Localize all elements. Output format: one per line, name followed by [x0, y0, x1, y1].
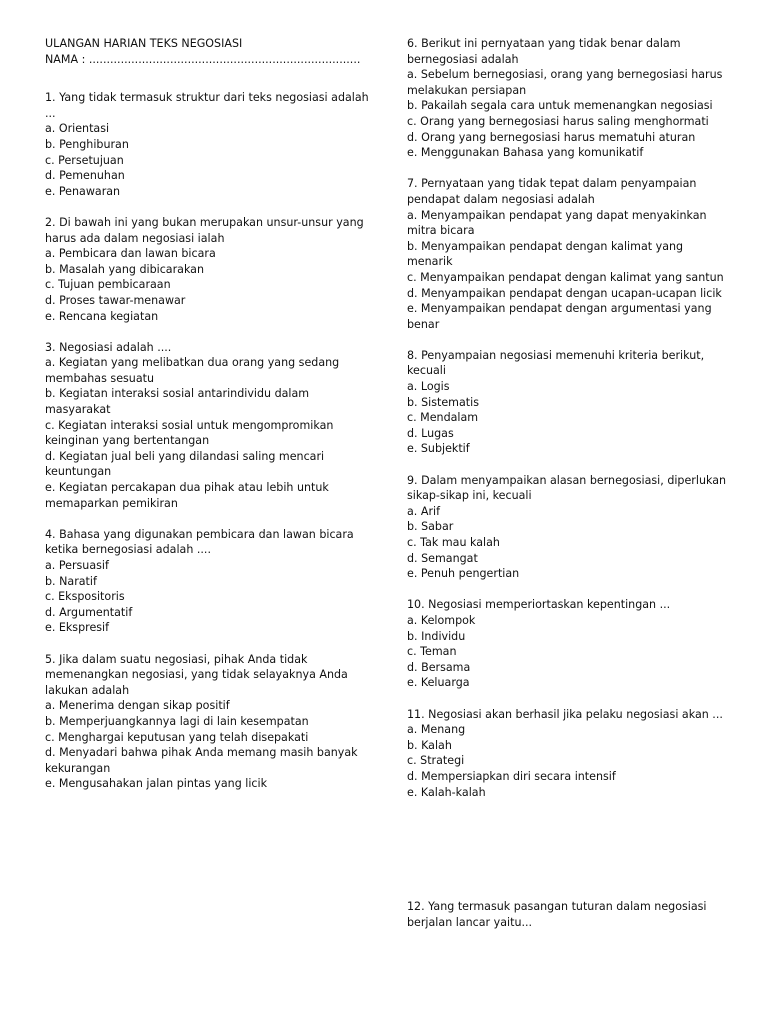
option-c: c. Strategi	[407, 754, 465, 768]
option-d: d. Bersama	[407, 660, 471, 674]
option-c: c. Persetujuan	[45, 153, 124, 167]
option-c: c. Teman	[407, 645, 457, 659]
option-d: d. Lugas	[407, 426, 454, 440]
option-b: b. Pakailah segala cara untuk memenangkan negosiasi	[407, 99, 713, 113]
option-e: e. Ekspresif	[45, 621, 110, 635]
option-a: a. Pembicara dan lawan bicara	[45, 247, 216, 261]
option-b: b. Naratif	[45, 574, 97, 588]
question-3	[45, 340, 375, 512]
option-c: c. Tujuan pembicaraan	[45, 278, 171, 292]
option-b: b. Kegiatan interaksi sosial antarindividu dalam masyarakat	[45, 387, 310, 417]
question-text: 5. Jika dalam suatu negosiasi, pihak Anda tidak memenangkan negosiasi, yang tidak selayaknya Anda lakukan adalah	[45, 652, 348, 697]
question-5	[45, 652, 375, 792]
option-b: b. Kalah	[407, 738, 452, 752]
option-a: a. Menyampaikan pendapat yang dapat menyakinkan mitra bicara	[407, 208, 707, 238]
option-e: e. Penuh pengertian	[407, 567, 520, 581]
option-e: e. Menyampaikan pendapat dengan argumentasi yang benar	[407, 302, 712, 331]
option-a: a. Orientasi	[45, 122, 110, 136]
option-e: e. Penawaran	[45, 184, 121, 198]
option-a: a. Kegiatan yang melibatkan dua orang yang sedang membahas sesuatu	[45, 356, 340, 385]
option-a: a. Kelompok	[407, 613, 476, 627]
option-c: c. Mendalam	[407, 411, 479, 425]
option-d: d. Orang yang bernegosiasi harus mematuhi aturan	[407, 130, 696, 144]
option-c: c. Tak mau kalah	[407, 536, 500, 549]
option-d: d. Proses tawar-menawar	[45, 293, 186, 307]
option-c: c. Orang yang bernegosiasi harus saling menghormati	[407, 114, 709, 128]
option-c: c. Ekspositoris	[45, 590, 125, 604]
question-11	[407, 707, 727, 801]
question-6	[407, 36, 727, 161]
option-e: e. Rencana kegiatan	[45, 309, 159, 323]
question-9	[407, 473, 727, 582]
option-d: d. Kegiatan jual beli yang dilandasi saling mencari keuntungan	[45, 449, 325, 479]
option-c: c. Menghargai keputusan yang telah disepakati	[45, 730, 309, 744]
option-e: e. Mengusahakan jalan pintas yang licik	[45, 777, 268, 791]
option-b: b. Masalah yang dibicarakan	[45, 262, 205, 276]
option-b: b. Sabar	[407, 520, 454, 534]
question-text: 6. Berikut ini pernyataan yang tidak benar dalam bernegosiasi adalah	[407, 37, 681, 66]
option-d: d. Semangat	[407, 551, 478, 565]
option-b: b. Menyampaikan pendapat dengan kalimat yang menarik	[407, 239, 684, 269]
option-b: b. Sistematis	[407, 395, 479, 409]
option-e: e. Kalah-kalah	[407, 785, 486, 799]
question-text: 11. Negosiasi akan berhasil jika pelaku negosiasi akan ...	[407, 707, 723, 721]
question-text: 4. Bahasa yang digunakan pembicara dan lawan bicara ketika bernegosiasi adalah ....	[45, 527, 354, 557]
option-c: c. Menyampaikan pendapat dengan kalimat yang santun	[407, 270, 724, 284]
option-b: b. Individu	[407, 629, 466, 643]
option-a: a. Sebelum bernegosiasi, orang yang bernegosiasi harus melakukan persiapan	[407, 68, 723, 97]
option-e: e. Kegiatan percakapan dua pihak atau lebih untuk memaparkan pemikiran	[45, 481, 329, 510]
question-text: 7. Pernyataan yang tidak tepat dalam penyampaian pendapat dalam negosiasi adalah	[407, 177, 697, 206]
option-b: b. Penghiburan	[45, 137, 129, 151]
option-d: d. Mempersiapkan diri secara intensif	[407, 769, 616, 783]
question-text: 2. Di bawah ini yang bukan merupakan unsur-unsur yang harus ada dalam negosiasi ialah	[45, 215, 364, 245]
question-10	[407, 597, 727, 691]
question-4	[45, 527, 375, 636]
left-column	[45, 36, 375, 808]
option-e: e. Menggunakan Bahasa yang komunikatif	[407, 146, 644, 160]
option-d: d. Menyadari bahwa pihak Anda memang masih banyak kekurangan	[45, 746, 358, 775]
option-d: d. Pemenuhan	[45, 169, 125, 183]
right-column	[407, 36, 727, 816]
question-text: 9. Dalam menyampaikan alasan bernegosiasi, diperlukan sikap-sikap ini, kecuali	[407, 473, 727, 503]
option-a: a. Logis	[407, 380, 450, 394]
student-name-line: NAMA : .............................................................................	[45, 52, 361, 66]
question-text: 8. Penyampaian negosiasi memenuhi kriteria berikut, kecuali	[407, 348, 705, 378]
header-spacer	[45, 67, 375, 90]
option-e: e. Keluarga	[407, 676, 470, 690]
question-7	[407, 176, 727, 332]
question-text: 12. Yang termasuk pasangan tuturan dalam negosiasi berjalan lancar yaitu...	[407, 900, 707, 929]
option-a: a. Menerima dengan sikap positif	[45, 699, 230, 713]
option-a: a. Persuasif	[45, 559, 109, 572]
option-d: d. Argumentatif	[45, 605, 133, 619]
option-a: a. Arif	[407, 504, 440, 518]
question-2	[45, 215, 375, 324]
worksheet-title: ULANGAN HARIAN TEKS NEGOSIASI	[45, 37, 243, 50]
question-12	[407, 899, 727, 930]
option-b: b. Memperjuangkannya lagi di lain kesempatan	[45, 714, 309, 728]
option-c: c. Kegiatan interaksi sosial untuk mengompromikan keinginan yang bertentangan	[45, 418, 334, 448]
option-d: d. Menyampaikan pendapat dengan ucapan-ucapan licik	[407, 286, 722, 300]
option-e: e. Subjektif	[407, 442, 470, 456]
question-text: 1. Yang tidak termasuk struktur dari teks negosiasi adalah ...	[45, 91, 369, 120]
option-a: a. Menang	[407, 723, 466, 737]
question-1	[45, 90, 375, 199]
question-8	[407, 348, 727, 457]
question-text: 3. Negosiasi adalah ....	[45, 340, 172, 354]
question-text: 10. Negosiasi memperiortaskan kepentingan ...	[407, 598, 671, 612]
